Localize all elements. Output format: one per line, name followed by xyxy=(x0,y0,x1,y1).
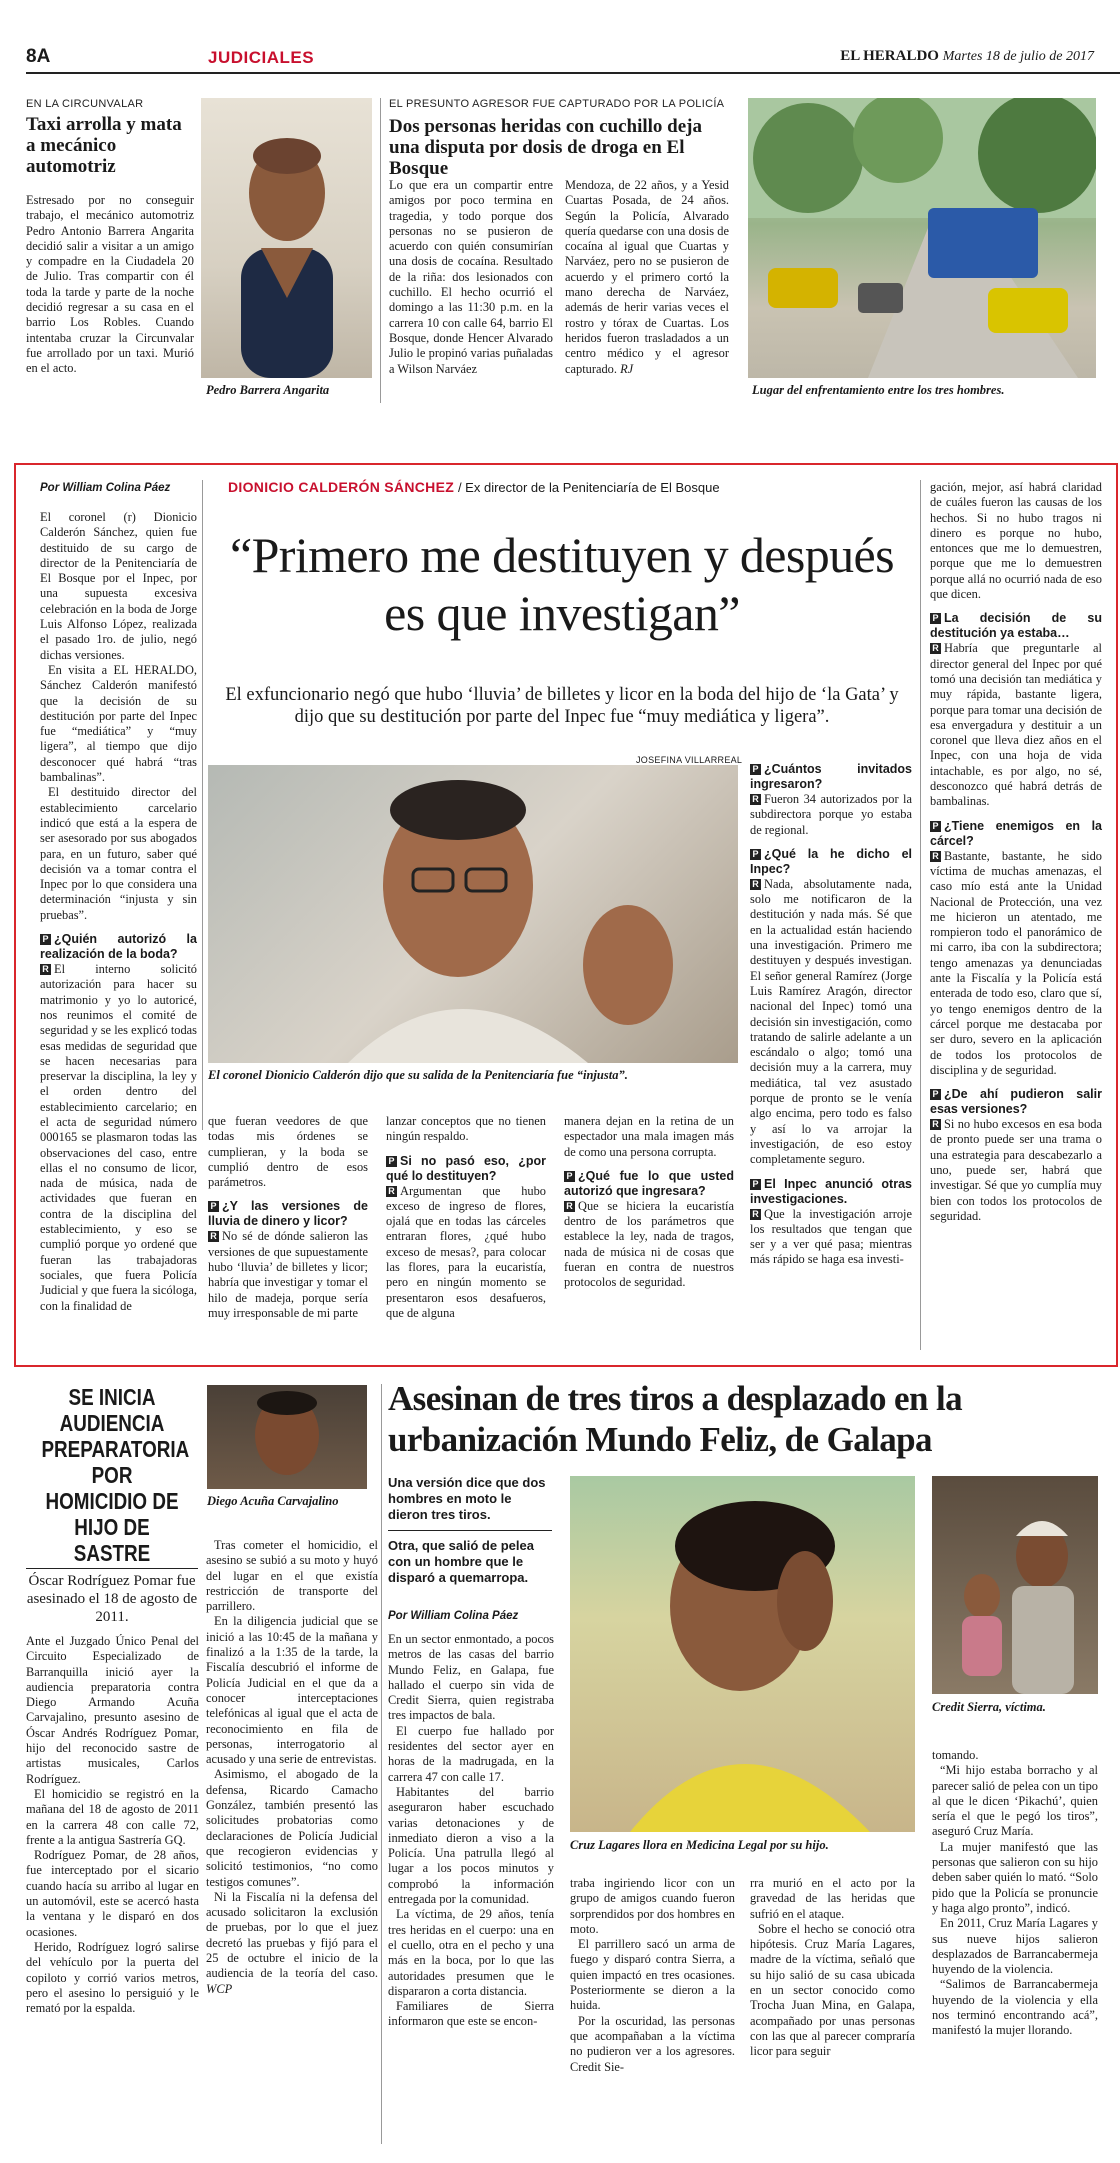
answer xyxy=(750,1207,912,1268)
answer-marker-icon: R xyxy=(750,879,761,890)
feature-col6 xyxy=(930,480,1102,1224)
question-marker-icon: P xyxy=(930,613,941,624)
feature-deck: El exfuncionario negó que hubo ‘lluvia’ de billetes y licor en la boda del hijo de ‘la Gata’ y dijo que su destitución por parte del Inpec fue “muy mediática y ligera”. xyxy=(225,685,899,727)
question-text: El Inpec anunció otras investigaciones. xyxy=(750,1176,912,1206)
answer-marker-icon: R xyxy=(930,851,941,862)
question-text: ¿Qué fue lo que usted autorizó que ingresara? xyxy=(564,1168,734,1198)
street-scene-icon xyxy=(748,98,1096,378)
signature: WCP xyxy=(206,1981,233,1996)
paragraph: Sobre el hecho se conoció otra hipótesis. Cruz María Lagares, madre de la víctima, señaló que su hijo salió de su casa ubicada en un sector conocido como Trocha Juan Mina, en Galapa, acompañado por unas personas con las que al parecer compraría licor para seguir xyxy=(750,1921,915,2059)
story1-photo xyxy=(201,98,372,378)
feature-headline: “Primero me destituyen y después es que investigan” xyxy=(230,527,894,641)
question-text: ¿Tiene enemigos en la cárcel? xyxy=(930,818,1102,848)
story2-photo xyxy=(748,98,1096,378)
question-marker-icon: P xyxy=(40,934,51,945)
story1-kicker: EN LA CIRCUNVALAR xyxy=(26,98,144,110)
story1-photo-caption: Pedro Barrera Angarita xyxy=(206,383,330,397)
answer-marker-icon: R xyxy=(40,964,51,975)
feature-col4 xyxy=(564,1114,734,1291)
bottom-right-deck2: Otra, que salió de pelea con un hombre que le disparó a quemarropa. xyxy=(388,1538,534,1585)
answer-text: Bastante, bastante, he sido víctima de muchas amenazas, el caso mío está ante la Unidad Nacional de Protección, una vez me hicieron un atentado, me rompieron todo el panorámico de mi carro, iba con la subdirectora; tengo amenazas ya denunciadas ante la Fiscalía y la Policía está enterada de todo eso, claro que sí, yo tengo enemigos dentro de la cárcel porque me destacaba por ser duro, severo en la aplicación de todos los protocolos de disciplina y de seguridad. xyxy=(930,848,1102,1077)
answer-text: Argumentan que hubo exceso de ingreso de flores, ojalá que en todas las cárceles entraran flores, ¿qué hubo exceso de mesas?, para colocar las flores, para la eucaristía, pero en ningún momento se presentaron esos desafueros, que de alguna xyxy=(386,1183,546,1320)
answer-text: Fueron 34 autorizados por la subdirectora porque yo estaba de regional. xyxy=(750,792,912,837)
divider xyxy=(381,1384,382,2144)
question-marker-icon: P xyxy=(930,1089,941,1100)
story1-body: Estresado por no conseguir trabajo, el mecánico automotriz Pedro Antonio Barrera Angarita decidió salir a visitar a un amigo y compadre en la Ciudadela 20 de Julio. Tras compartir con él toda la tarde y parte de la noche decidió regresar a su casa en el barrio Los Robles. Cuando intentaba cruzar la Circunvalar fue arrollado por un taxi. Murió en el acto. xyxy=(26,193,194,376)
feature-photo xyxy=(208,765,738,1063)
question-marker-icon: P xyxy=(930,821,941,832)
question-text: ¿Cuántos invitados ingresaron? xyxy=(750,762,912,791)
bottom-left-headline: SE INICIA AUDIENCIA PREPARATORIA POR HOMICIDIO DE HIJO DE SASTRE xyxy=(41,1384,190,1566)
answer-text: El interno solicitó autorización para hacer su matrimonio y yo lo autoricé, nos reunimos el comité de seguridad y se les explicó todas esas medidas de seguridad que se hacen necesarias para preservar la disciplina, la ley y el orden dentro del establecimiento carcelario; en el acta de seguridad número 000165 se plasmaron todas las observaciones del caso, entre ellas el no consumo de licor, nada de música, nada de actividades que fueran en contra de la disciplina del establecimiento, y eso se cumplió porque yo ordené que fueran las trabajadoras sociales, que fuera Policía Judicial y que fuera la sicóloga, con la finalidad de xyxy=(40,962,197,1313)
story2-col2-text: Mendoza, de 22 años, y a Yesid Cuartas Posada, de 24 años. Según la Policía, Alvarado quería quedarse con una dosis de cocaína al igual que Cuartas y Narváez, pero no se pusieron de acuerdo y el primero cortó la mano derecha de Narváez, además de herir varias veces el rostro y tórax de Cuartas. Los heridos fueron trasladados a un centro médico y el agresor capturado. xyxy=(565,178,729,376)
feature-col1 xyxy=(40,510,197,1314)
bottom-right-photo-2 xyxy=(932,1476,1098,1694)
paragraph: En visita a EL HERALDO, Sánchez Calderón manifestó que la decisión de su destitución por parte del Inpec fue “mediática” y “muy ligera”, al tiempo que dijo desconocer qué habrá “tras bambalinas”. xyxy=(40,662,197,785)
answer xyxy=(930,849,1102,1078)
question-marker-icon: P xyxy=(750,764,761,775)
story2-kicker: EL PRESUNTO AGRESOR FUE CAPTURADO POR LA POLICÍA xyxy=(389,98,725,110)
bottom-left-photo xyxy=(207,1385,367,1489)
paragraph: En 2011, Cruz María Lagares y sus nueve hijos salieron desplazados de Barrancabermeja huyendo de la violencia. xyxy=(932,1916,1098,1977)
question xyxy=(750,1177,912,1207)
question-marker-icon: P xyxy=(750,849,761,860)
answer-marker-icon: R xyxy=(564,1201,575,1212)
paragraph-text: Ni la Fiscalía ni la defensa del acusado solicitaron la exclusión de pruebas, por lo que el juez decretó las pruebas y fijó para el 25 de octubre el inicio de la audiencia de la teoría del caso. xyxy=(206,1889,378,1981)
paragraph: El coronel (r) Dionicio Calderón Sánchez, quien fue destituido de su cargo de director de la Penitenciaría de El Bosque por el Inpec, por una supuesta excesiva celebración en la boda de Jorge Luis Alfonso López, realizada el pasado 1ro. de julio, negó dichas versiones. xyxy=(40,510,197,662)
paragraph xyxy=(206,1890,378,1997)
answer-text: Que la investigación arroje los resultados que tengan que ser y a ver qué pasa; mientras más rápido se haga esa investi- xyxy=(750,1206,912,1267)
feature-col5 xyxy=(750,762,912,1268)
paragraph: que fueran veedores de que todas mis órdenes se cumplieran, y la boda se cumplió dentro de esos parámetros. xyxy=(208,1114,368,1190)
paragraph: El cuerpo fue hallado por residentes del sector ayer en horas de la madrugada, en la carrera 47 con calle 17. xyxy=(388,1723,554,1784)
feature-photo-caption: El coronel Dionicio Calderón dijo que su salida de la Penitenciaría fue “injusta”. xyxy=(208,1068,628,1082)
question xyxy=(930,611,1102,641)
answer xyxy=(750,877,912,1168)
answer-marker-icon: R xyxy=(386,1186,397,1197)
masthead-rule xyxy=(26,72,1120,74)
story2-headline: Dos personas heridas con cuchillo deja una disputa por dosis de droga en El Bosque xyxy=(389,116,702,179)
question-marker-icon: P xyxy=(564,1171,575,1182)
bottom-right-photo-2-caption: Credit Sierra, víctima. xyxy=(932,1700,1046,1714)
feature-col3 xyxy=(386,1114,546,1321)
bottom-right-col2 xyxy=(570,1876,735,2075)
answer xyxy=(208,1229,368,1321)
answer xyxy=(386,1184,546,1322)
answer xyxy=(930,1117,1102,1224)
bottom-left-photo-caption: Diego Acuña Carvajalino xyxy=(207,1494,339,1508)
answer-marker-icon: R xyxy=(750,794,761,805)
feature-col2 xyxy=(208,1114,368,1321)
answer-text: Si no hubo excesos en esa boda de pronto puede ser una trama o una estrategia para descabezarlo a uno, puede ser, habrá que investigar. Sé que yo cumplía muy bien con todos los protocolos de seguridad. xyxy=(930,1117,1102,1223)
paragraph: Familiares de Sierra informaron que este se encon- xyxy=(388,1999,554,2029)
paragraph: El homicidio se registró en la mañana del 18 de agosto de 2011 en la carrera 48 con calle 72, frente a la antigua Sastrería GQ. xyxy=(26,1786,199,1847)
portrait-colonel-icon xyxy=(208,765,738,1063)
masthead-right xyxy=(840,48,1094,65)
woman-crying-icon xyxy=(570,1476,915,1832)
paragraph: La mujer manifestó que las personas que salieron con su hijo deben saber quién lo mató. “Solo pido que la Policía se pronuncie y haga algo pronto”, indicó. xyxy=(932,1839,1098,1915)
divider xyxy=(380,98,381,403)
paragraph: Herido, Rodríguez logró salirse del vehículo por la puerta del copiloto y corrió varios metros, pero el asesino lo persiguió y le remató por la espalda. xyxy=(26,1939,199,2016)
paragraph: tomando. xyxy=(932,1748,979,1762)
paragraph: “Salimos de Barrancabermeja huyendo de la violencia y ella nos terminó encontrando acá”, manifestó la mujer llorando. xyxy=(932,1977,1098,2038)
paragraph: rra murió en el acto por la gravedad de las heridas que sufrió en el ataque. xyxy=(750,1876,915,1921)
question xyxy=(750,762,912,792)
paragraph: Rodríguez Pomar, de 28 años, fue interceptado por el sicario cuando hacía su arribo al lugar en un automóvil, este se acercó hasta la ventana y le disparó en dos ocasiones. xyxy=(26,1848,199,1939)
answer-text: No sé de dónde salieron las versiones de que supuestamente hubo ‘lluvia’ de billetes y licor; habría que investigar y tomar el hilo de madeja, porque sería muy irresponsable de mi parte xyxy=(208,1229,368,1320)
divider xyxy=(920,480,921,1350)
answer xyxy=(40,962,197,1314)
paragraph: El destituido director del establecimiento carcelario indicó que está a la espera de ser asesorado por sus abogados para, en un futuro, saber qué decisión va a tomar contra el Inpec por lo que considera una determinación “injusta y sin pruebas”. xyxy=(40,785,197,922)
answer xyxy=(564,1199,734,1291)
issue-date: Martes 18 de julio de 2017 xyxy=(942,49,1094,64)
paragraph: Ante el Juzgado Único Penal del Circuito Especializado de Barranquilla inició ayer la audiencia preparatoria contra Diego Armando Acuña Carvajalino, presunto asesino de Óscar Andrés Rodríguez Pomar, hijo del reconocido sastre de artistas musicales, Carlos Rodríguez. xyxy=(26,1634,199,1786)
bottom-right-photo-1 xyxy=(570,1476,915,1832)
paragraph: La víctima, de 29 años, tenía tres heridas en el cuerpo: una en el cuello, otra en el pecho y una más en la boca, por lo que las autoridades presumen que le dispararon a corta distancia. xyxy=(388,1907,554,1998)
story2-signature: RJ xyxy=(620,361,634,376)
feature-person-name: DIONICIO CALDERÓN SÁNCHEZ xyxy=(228,479,455,495)
section-title: JUDICIALES xyxy=(208,48,315,67)
bottom-right-deck1: Una versión dice que dos hombres en moto le dieron tres tiros. xyxy=(388,1475,546,1522)
question xyxy=(930,819,1102,849)
question xyxy=(930,1087,1102,1117)
bottom-right-col1 xyxy=(388,1632,554,2030)
portrait-man-icon xyxy=(201,98,372,378)
family-photo-icon xyxy=(932,1476,1098,1694)
question-marker-icon: P xyxy=(386,1156,397,1167)
feature-person-role: / Ex director de la Penitenciaría de El Bosque xyxy=(457,480,720,495)
bottom-left-col1 xyxy=(26,1634,199,2016)
question-text: ¿Quién autorizó la realización de la boda? xyxy=(40,932,197,962)
paragraph: “Mi hijo estaba borracho y al parecer salió de pelea con un tipo al que le dicen ‘Pikachú’, quien sería el que le pegó los tiros”, aseguró Cruz María. xyxy=(932,1763,1098,1839)
answer xyxy=(750,792,912,838)
question xyxy=(750,847,912,877)
answer-text: Habría que preguntarle al director general del Inpec por qué tomó una decisión tan mediática y muy rápida, bastante ligera, porque para tomar una decisión de esa envergadura y destituir a un coronel que lleva diez años en el Inpec, con una hoja de vida intachable, es por algo, no sé, desconozco qué habrá detrás de bambalinas. xyxy=(930,641,1102,809)
question xyxy=(40,932,197,962)
feature-byline: Por William Colina Páez xyxy=(40,482,171,494)
page-number: 8A xyxy=(26,46,51,67)
answer xyxy=(930,641,1102,809)
answer-text: Nada, absolutamente nada, solo me notificaron de la destitución y nada más. Sé que en la actualidad están haciendo una investigación. Primero me destituyen y después investigan. El señor general Ramírez (Jorge Luis Ramírez Aragón, director nacional del Inpec) tomó una decisión sin investigación, como tratando de salirle adelante a un escándalo o algo; tomó una decisión muy a la carrera, muy mediática, tal vez asustado porque de pronto se le venía algo encima, pero todo es falso y así lo va arrojar la investigación, de eso estoy completamente seguro. xyxy=(750,876,912,1167)
paragraph: En la diligencia judicial que se inició a las 10:45 de la mañana y finalizó a la 1:35 de la tarde, la Fiscalía descubrió el informe de Policía Judicial en el que da a conocer interceptaciones telefónicas al igual que el acta de reconocimiento en fila de personas, interrogatorio al acusado y una serie de entrevistas. xyxy=(206,1614,378,1767)
rule xyxy=(388,1530,552,1531)
bottom-right-headline: Asesinan de tres tiros a desplazado en la urbanización Mundo Feliz, de Galapa xyxy=(388,1379,963,1459)
answer-marker-icon: R xyxy=(930,643,941,654)
answer-marker-icon: R xyxy=(930,1119,941,1130)
paragraph: Por la oscuridad, las personas que acompañaban a la víctima no pudieron ver a los agresores. Credit Sie- xyxy=(570,2013,735,2074)
bottom-right-byline: Por William Colina Páez xyxy=(388,1610,519,1622)
question-text: Si no pasó eso, ¿por qué lo destituyen? xyxy=(386,1153,546,1183)
paragraph: gación, mejor, así habrá claridad de cuáles fueron las causas de los hechos. Si no hubo tragos ni dinero es porque no hubo, entonces que me lo demuestren, porque que me lo demuestren porque allá no ocurrió nada de eso que dicen. xyxy=(930,480,1102,602)
photo-credit: JOSEFINA VILLARREAL xyxy=(636,755,743,765)
bottom-right-col3 xyxy=(750,1876,915,2060)
story1-headline: Taxi arrolla y mata a mecánico automotriz xyxy=(26,114,182,177)
story2-col1: Lo que era un compartir entre amigos por poco termina en tragedia, y todo porque dos personas no se pusieron de acuerdo con quién consumirían una dosis de cocaína. Resultado de la riña: dos lesionados con cuchillo. El hecho ocurrió el domingo a las 11:30 p.m. en la carrera 10 con calle 64, barrio El Bosque, donde Hencer Alvarado Julio le propinó varias puñaladas a Wilson Narváez xyxy=(389,178,553,376)
bottom-right-photo-1-caption: Cruz Lagares llora en Medicina Legal por su hijo. xyxy=(570,1838,829,1852)
paragraph: Asimismo, el abogado de la defensa, Ricardo Camacho González, también presentó las solicitudes probatorias como declaraciones de Policía Judicial que recogieron evidencias y solicitó testimonios, “no como testigos comunes”. xyxy=(206,1767,378,1889)
bottom-left-col2 xyxy=(206,1538,378,1997)
bottom-left-deck: Óscar Rodríguez Pomar fue asesinado el 18 de agosto de 2011. xyxy=(26,1573,198,1625)
answer-marker-icon: R xyxy=(208,1231,219,1242)
divider xyxy=(202,480,203,1130)
paragraph: Tras cometer el homicidio, el asesino se subió a su moto y huyó del lugar en el que existía restricción de transporte del parrillero. xyxy=(206,1538,378,1614)
paragraph: manera dejan en la retina de un espectador una mala imagen más de como una persona corrupta. xyxy=(564,1114,734,1159)
paragraph: traba ingiriendo licor con un grupo de amigos cuando fueron sorprendidos por dos hombres en moto. xyxy=(570,1876,735,1936)
question-text: La decisión de su destitución ya estaba… xyxy=(930,611,1102,641)
bottom-right-col4 xyxy=(932,1748,1098,2039)
question-marker-icon: P xyxy=(750,1179,761,1190)
question-marker-icon: P xyxy=(208,1201,219,1212)
feature-nameplate xyxy=(228,479,720,495)
answer-text: Que se hiciera la eucaristía dentro de los parámetros que establece la ley, nada de tragos, nada de música ni de cosas que fueran en contra de nuestros protocolos de seguridad. xyxy=(564,1198,734,1290)
paper-name: EL HERALDO xyxy=(840,48,939,64)
paragraph: lanzar conceptos que no tienen ningún respaldo. xyxy=(386,1114,546,1144)
question-text: ¿De ahí pudieron salir esas versiones? xyxy=(930,1087,1102,1117)
answer-marker-icon: R xyxy=(750,1209,761,1220)
portrait-young-man-icon xyxy=(207,1385,367,1489)
paragraph: El parrillero sacó un arma de fuego y disparó contra Sierra, a quien impactó en tres ocasiones. Posteriormente se dieron a la huida. xyxy=(570,1937,735,2013)
question xyxy=(564,1169,734,1199)
story2-col2 xyxy=(565,178,729,377)
paragraph: Habitantes del barrio aseguraron haber escuchado varias detonaciones y de inmediato dieron a viso a la Policía. Una patrulla llegó al lugar a los pocos minutos y comprobó la información entregada por la comunidad. xyxy=(388,1784,554,1907)
question xyxy=(386,1154,546,1184)
paragraph: En un sector enmontado, a pocos metros de las casas del barrio Mundo Feliz, en Galapa, fue hallado el cuerpo sin vida de Credit Sierra, quien registraba tres impactos de bala. xyxy=(388,1632,554,1723)
question-text: ¿Y las versiones de lluvia de dinero y licor? xyxy=(208,1199,368,1229)
rule xyxy=(26,1568,198,1569)
question-text: ¿Qué la he dicho el Inpec? xyxy=(750,846,912,876)
story2-photo-caption: Lugar del enfrentamiento entre los tres hombres. xyxy=(752,383,1005,397)
question xyxy=(208,1199,368,1229)
